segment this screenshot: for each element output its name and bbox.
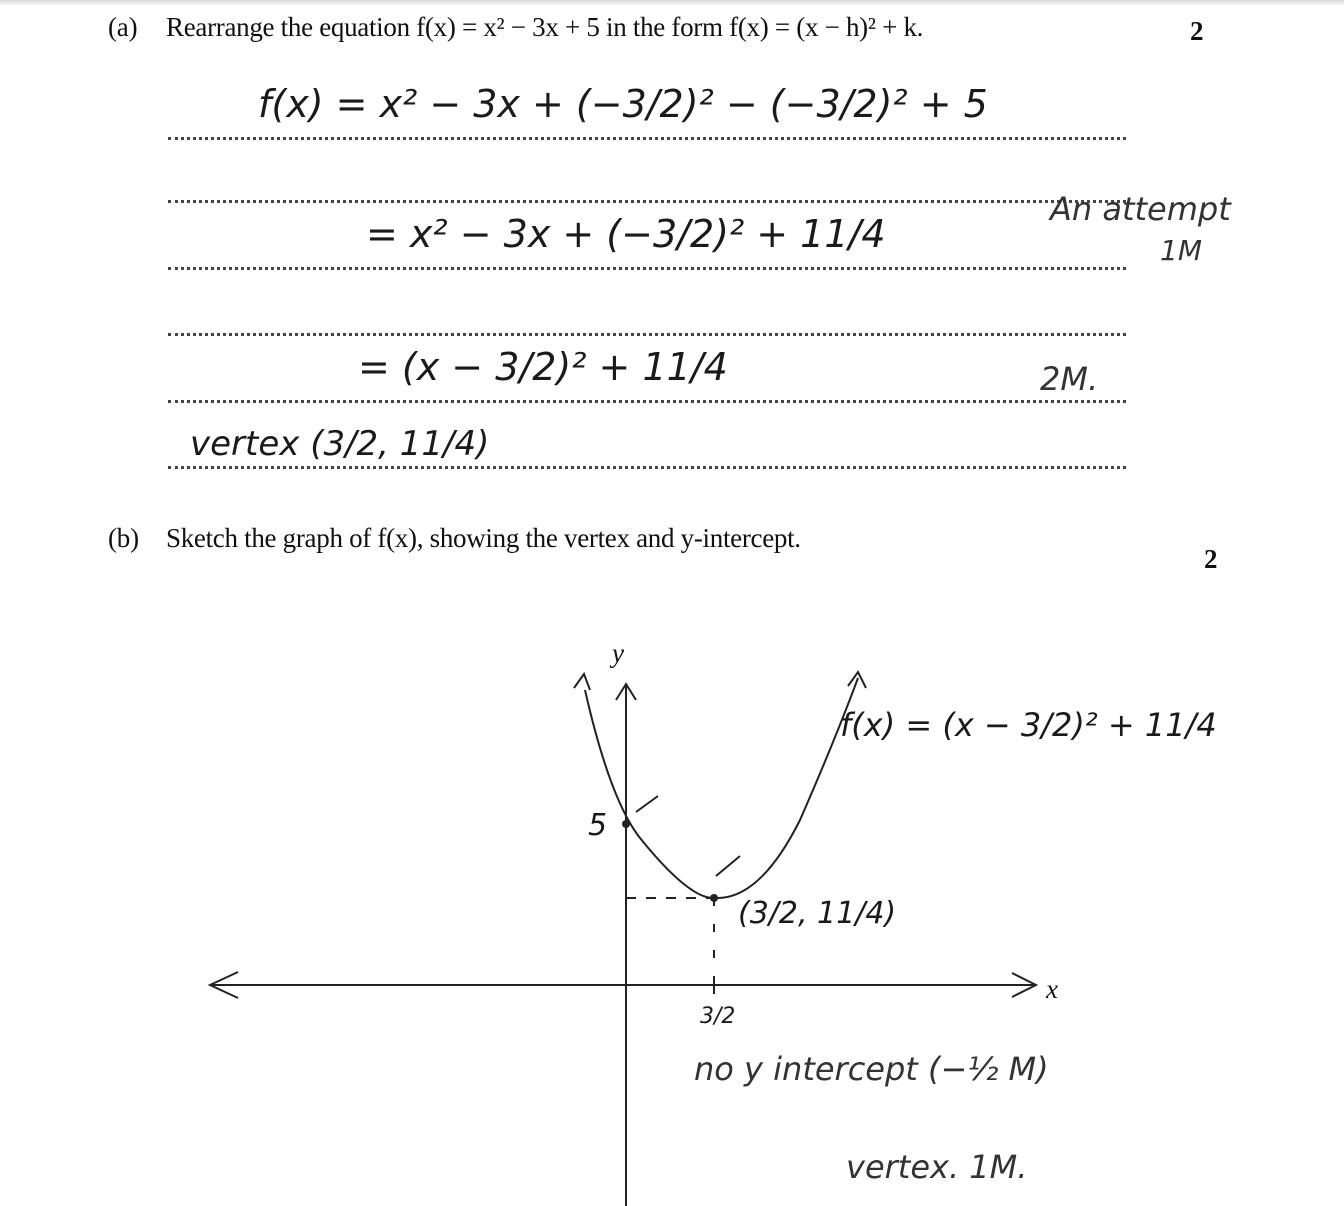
part-b-marks: 2 (1204, 544, 1218, 574)
part-a-question: Rearrange the equation f(x) = x² − 3x + 5 in the form f(x) = (x − h)² + k. (166, 12, 924, 42)
x-tick-label: 3/2 (700, 1004, 736, 1029)
tick-mark-2 (716, 856, 740, 876)
marker-note-1m: 1M (1160, 234, 1202, 267)
curve-left-arrow (574, 674, 590, 690)
working-line-1: f(x) = x² − 3x + (−3/2)² − (−3/2)² + 5 (258, 82, 988, 126)
marker-note-attempt: An attempt (1050, 190, 1231, 228)
part-a-label: (a) (108, 12, 138, 42)
part-b-label: (b) (108, 523, 139, 553)
y-axis-label: y (612, 638, 624, 668)
marker-note-2m: 2M. (1040, 360, 1099, 398)
vertex-point (710, 894, 718, 902)
tick-mark-1 (636, 796, 658, 812)
marker-note-no-y-intercept: no y intercept (−½ M) (694, 1050, 1049, 1088)
x-axis-label: x (1046, 974, 1058, 1004)
part-b-question: Sketch the graph of f(x), showing the vertex and y-intercept. (166, 523, 801, 553)
vertex-label: (3/2, 11/4) (738, 896, 897, 931)
y-intercept-label: 5 (588, 808, 608, 843)
working-line-3: = (x − 3/2)² + 11/4 (358, 345, 728, 389)
marker-note-vertex: vertex. 1M. (846, 1148, 1028, 1186)
y-intercept-point (622, 820, 630, 828)
working-line-4: vertex (3/2, 11/4) (190, 424, 490, 464)
curve-label: f(x) = (x − 3/2)² + 11/4 (840, 706, 1217, 744)
working-line-2: = x² − 3x + (−3/2)² + 11/4 (366, 212, 886, 256)
part-a-marks: 2 (1190, 16, 1204, 46)
